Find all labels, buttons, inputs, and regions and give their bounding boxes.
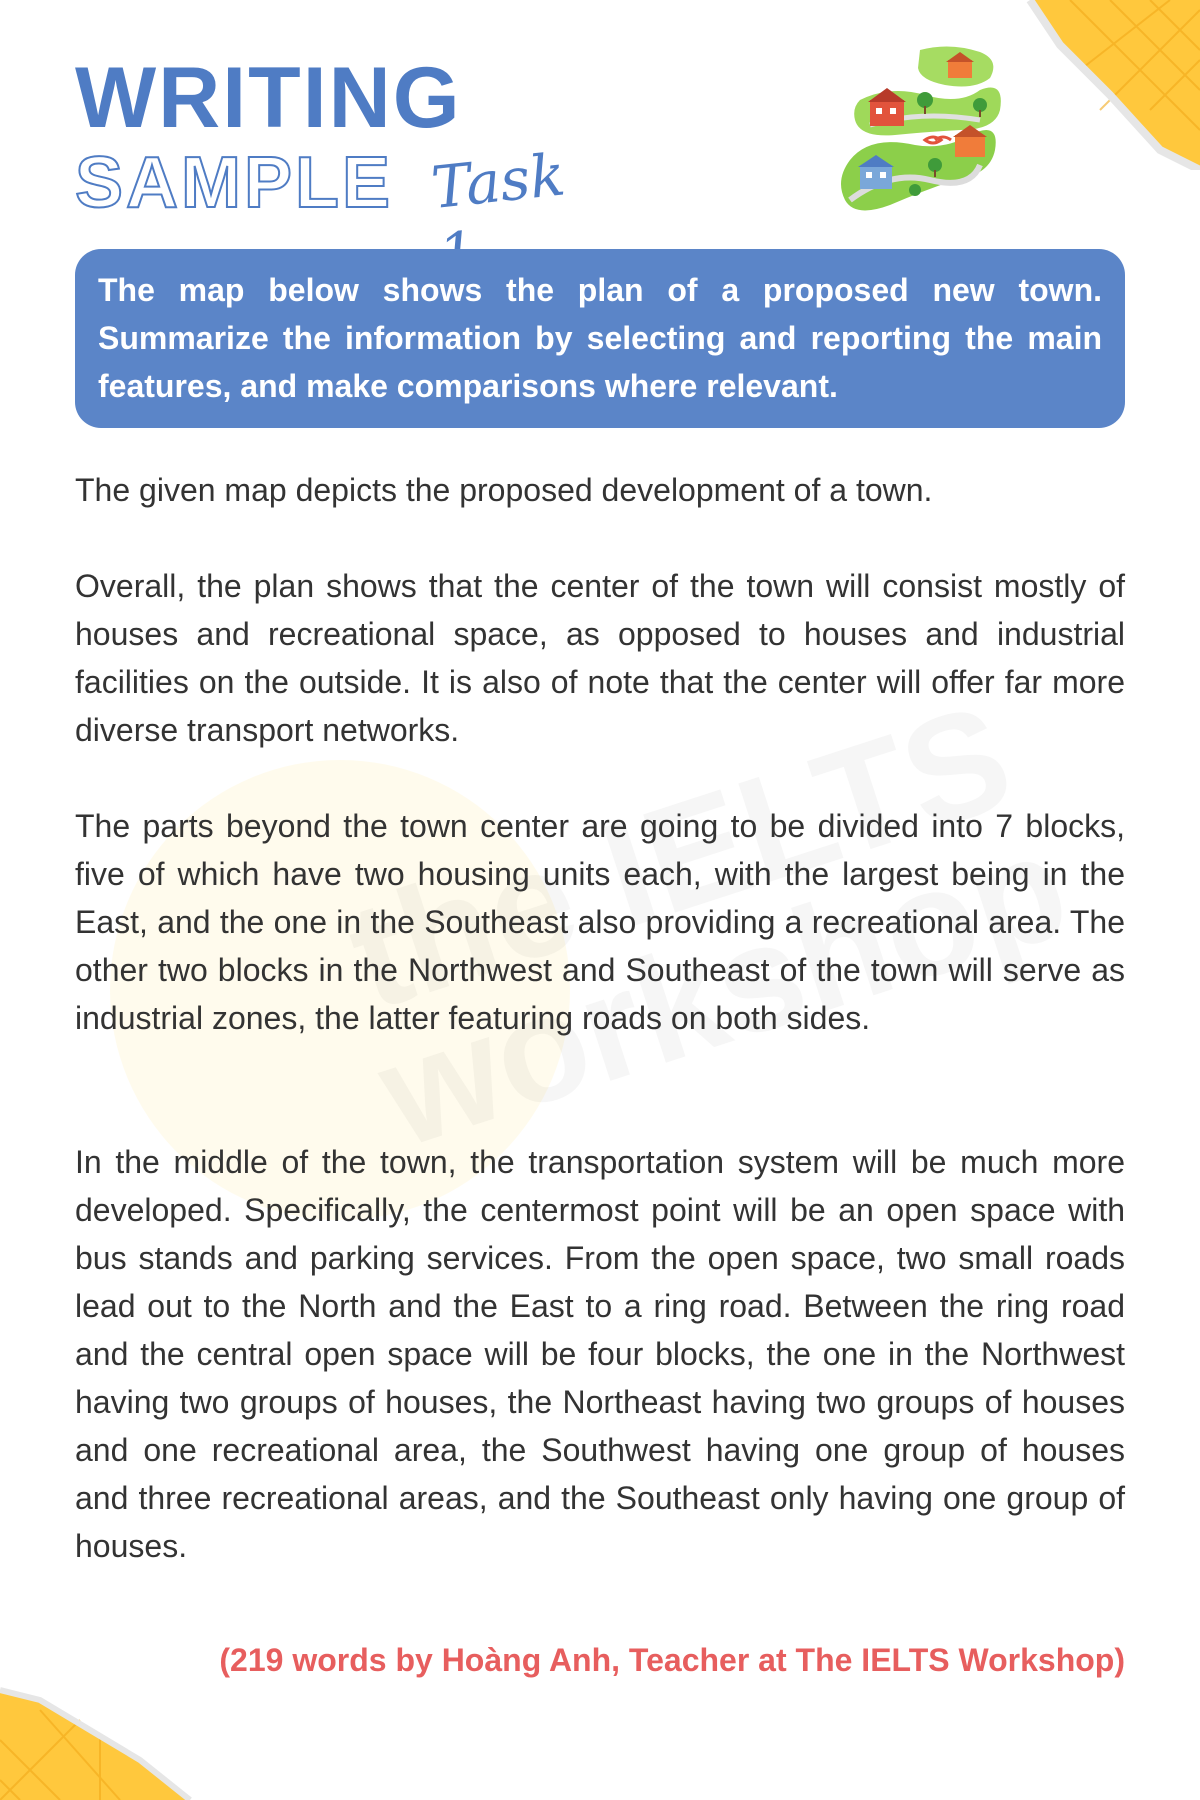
page-title [75, 50, 569, 227]
essay-paragraph-body-2: In the middle of the town, the transportation system will be much more developed. Specifically, the centermost point will be an open space with bus stands and parking services. From the open space, two small roads lead out to the North and the East to a ring road. Between the ring road and the central open space will be four blocks, the one in the Northwest having two groups of houses, the Northeast having two groups of houses and one recreational area, the Southwest having one group of houses and three recreational areas, and the Southeast only having one group of houses. [75, 1144, 1125, 1564]
title-sample: SAMPLE [75, 143, 394, 223]
essay-paragraph-introduction: The given map depicts the proposed development of a town. [75, 472, 933, 508]
title-writing: WRITING [75, 50, 462, 146]
task-prompt-text: The map below shows the plan of a proposed new town. Summarize the information by selecting and reporting the main features, and make comparisons where relevant. [98, 272, 1102, 404]
author-credit: (219 words by Hoàng Anh, Teacher at The IELTS Workshop) [219, 1642, 1125, 1678]
task-prompt-box [75, 249, 1125, 428]
title-task: Task [428, 140, 569, 222]
essay-paragraph-overview: Overall, the plan shows that the center of the town will consist mostly of houses and recreational space, as opposed to houses and industrial facilities on the outside. It is also of note that the center will offer far more diverse transport networks. [75, 568, 1125, 748]
essay-paragraph-body-1: The parts beyond the town center are going to be divided into 7 blocks, five of which have two housing units each, with the largest being in the East, and the one in the Southeast also providing a recreational area. The other two blocks in the Northwest and Southeast of the town will serve as industrial zones, the latter featuring roads on both sides. [75, 808, 1125, 1036]
corner-decoration-bottom-left [0, 1680, 200, 1800]
corner-decoration-top-right [990, 0, 1200, 170]
town-illustration [830, 40, 1020, 225]
